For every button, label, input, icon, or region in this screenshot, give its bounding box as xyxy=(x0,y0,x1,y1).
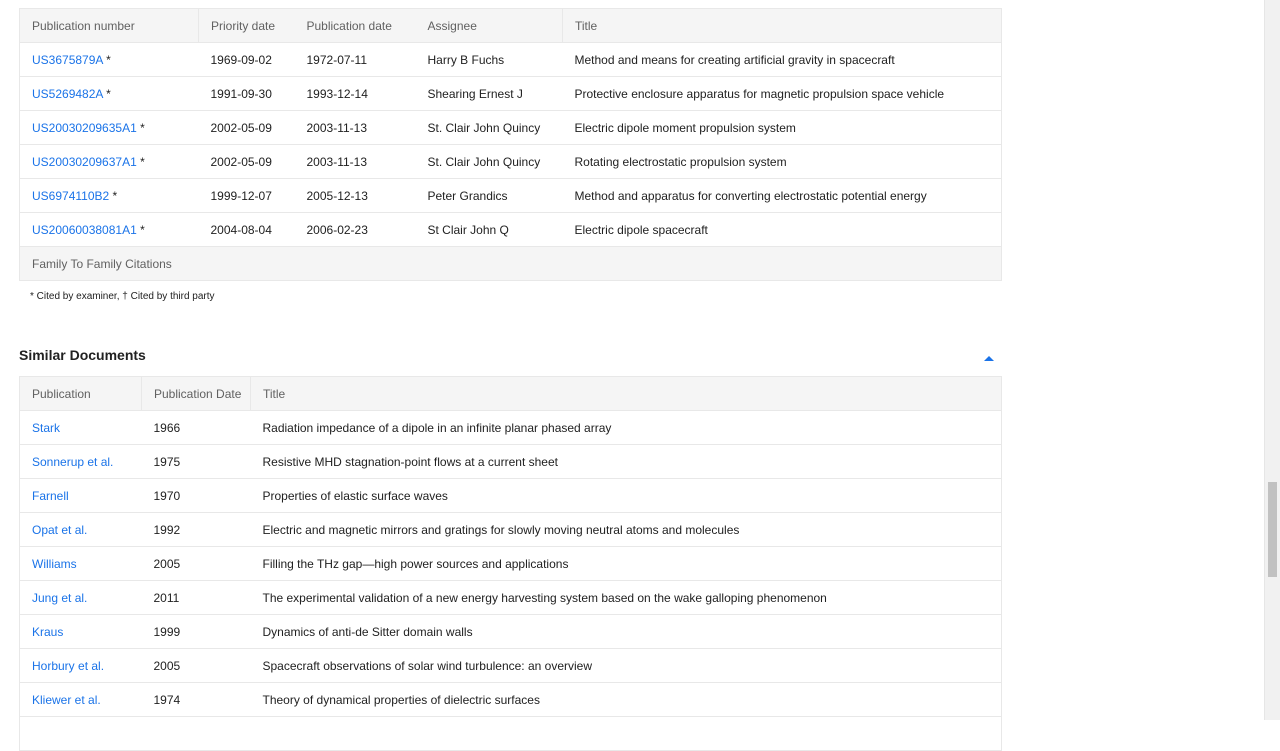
table-row xyxy=(20,145,1002,179)
title-cell: Protective enclosure apparatus for magnetic propulsion space vehicle xyxy=(563,77,1002,111)
publication-link[interactable]: Kliewer et al. xyxy=(32,692,101,707)
cited-by-examiner-mark: * xyxy=(136,222,145,237)
title-cell: Theory of dynamical properties of dielectric surfaces xyxy=(251,683,1002,717)
similar-header-row xyxy=(20,377,1002,411)
table-row xyxy=(20,513,1002,547)
publication-date-cell: 1993-12-14 xyxy=(295,77,416,111)
publication-link[interactable]: Horbury et al. xyxy=(32,658,105,673)
publication-link[interactable]: US20030209637A1 xyxy=(32,154,137,169)
table-row xyxy=(20,649,1002,683)
publication-link[interactable]: Sonnerup et al. xyxy=(32,454,114,469)
cited-by-table xyxy=(19,8,1002,281)
priority-date-cell: 1999-12-07 xyxy=(199,179,295,213)
table-row xyxy=(20,111,1002,145)
title-cell: Dynamics of anti-de Sitter domain walls xyxy=(251,615,1002,649)
publication-link[interactable]: US20030209635A1 xyxy=(32,120,137,135)
publication-link[interactable]: US5269482A xyxy=(32,86,103,101)
title-cell: Resistive MHD stagnation-point flows at a current sheet xyxy=(251,445,1002,479)
table-row xyxy=(20,717,1002,751)
cited-by-examiner-mark: * xyxy=(136,154,145,169)
chevron-up-icon[interactable] xyxy=(984,355,996,365)
publication-date-cell: 2005 xyxy=(142,649,251,683)
publication-date-cell: 1975 xyxy=(142,445,251,479)
family-citations-row xyxy=(20,247,1002,281)
table-row xyxy=(20,445,1002,479)
title-cell: Properties of elastic surface waves xyxy=(251,479,1002,513)
column-header-publication[interactable]: Publication xyxy=(20,377,142,411)
similar-documents-table xyxy=(19,376,1002,751)
cited-by-header-row xyxy=(20,9,1002,43)
table-row xyxy=(20,683,1002,717)
column-header-title[interactable]: Title xyxy=(563,9,1002,43)
publication-link[interactable]: Jung et al. xyxy=(32,590,88,605)
publication-link[interactable]: Kraus xyxy=(32,624,64,639)
publication-date-cell: 2003-11-13 xyxy=(295,145,416,179)
publication-date-cell: 2005-12-13 xyxy=(295,179,416,213)
column-header-priority-date[interactable]: Priority date xyxy=(199,9,295,43)
priority-date-cell: 2002-05-09 xyxy=(199,111,295,145)
title-cell: Filling the THz gap—high power sources and applications xyxy=(251,547,1002,581)
publication-date-cell: 2003-11-13 xyxy=(295,111,416,145)
publication-date-cell: 1999 xyxy=(142,615,251,649)
family-to-family-citations-label: Family To Family Citations xyxy=(20,247,1002,281)
assignee-cell: Harry B Fuchs xyxy=(416,43,563,77)
priority-date-cell: 2002-05-09 xyxy=(199,145,295,179)
table-row xyxy=(20,581,1002,615)
title-cell: Method and means for creating artificial gravity in spacecraft xyxy=(563,43,1002,77)
publication-link[interactable]: Williams xyxy=(32,556,77,571)
publication-date-cell: 1966 xyxy=(142,411,251,445)
table-row xyxy=(20,411,1002,445)
publication-link[interactable]: US6974110B2 xyxy=(32,188,110,203)
cited-by-examiner-mark: * xyxy=(102,86,111,101)
title-cell: Rotating electrostatic propulsion system xyxy=(563,145,1002,179)
vertical-scrollbar[interactable] xyxy=(1264,0,1280,720)
title-cell: Electric dipole moment propulsion system xyxy=(563,111,1002,145)
publication-date-cell: 2006-02-23 xyxy=(295,213,416,247)
title-cell: Method and apparatus for converting electrostatic potential energy xyxy=(563,179,1002,213)
publication-date-cell: 2011 xyxy=(142,581,251,615)
assignee-cell: St Clair John Q xyxy=(416,213,563,247)
priority-date-cell: 1969-09-02 xyxy=(199,43,295,77)
table-row xyxy=(20,179,1002,213)
publication-date-cell: 1970 xyxy=(142,479,251,513)
assignee-cell: Peter Grandics xyxy=(416,179,563,213)
publication-link[interactable]: Opat et al. xyxy=(32,522,88,537)
column-header-publication-date[interactable]: Publication Date xyxy=(142,377,251,411)
similar-documents-header xyxy=(19,341,1002,369)
publication-date-cell: 2005 xyxy=(142,547,251,581)
publication-link[interactable]: Farnell xyxy=(32,488,69,503)
publication-link[interactable]: US20060038081A1 xyxy=(32,222,137,237)
title-cell: Electric dipole spacecraft xyxy=(563,213,1002,247)
publication-link[interactable]: US3675879A xyxy=(32,52,103,67)
column-header-publication-number[interactable]: Publication number xyxy=(20,9,199,43)
title-cell: Electric and magnetic mirrors and gratings for slowly moving neutral atoms and molecules xyxy=(251,513,1002,547)
title-cell: Radiation impedance of a dipole in an infinite planar phased array xyxy=(251,411,1002,445)
assignee-cell: St. Clair John Quincy xyxy=(416,145,563,179)
table-row xyxy=(20,213,1002,247)
main-content xyxy=(19,8,1002,751)
cited-by-examiner-mark: * xyxy=(109,188,118,203)
column-header-title[interactable]: Title xyxy=(251,377,1002,411)
scrollbar-thumb[interactable] xyxy=(1268,482,1277,577)
title-cell: The experimental validation of a new energy harvesting system based on the wake galloping phenomenon xyxy=(251,581,1002,615)
publication-date-cell: 1974 xyxy=(142,683,251,717)
cited-by-examiner-mark: * xyxy=(102,52,111,67)
publication-date-cell: 1992 xyxy=(142,513,251,547)
assignee-cell: Shearing Ernest J xyxy=(416,77,563,111)
assignee-cell: St. Clair John Quincy xyxy=(416,111,563,145)
table-row xyxy=(20,479,1002,513)
publication-link[interactable]: Stark xyxy=(32,420,61,435)
table-row xyxy=(20,547,1002,581)
table-row xyxy=(20,615,1002,649)
cited-by-examiner-mark: * xyxy=(136,120,145,135)
priority-date-cell: 2004-08-04 xyxy=(199,213,295,247)
title-cell: Spacecraft observations of solar wind turbulence: an overview xyxy=(251,649,1002,683)
priority-date-cell: 1991-09-30 xyxy=(199,77,295,111)
section-title: Similar Documents xyxy=(19,347,146,363)
column-header-assignee[interactable]: Assignee xyxy=(416,9,563,43)
citation-footnote: * Cited by examiner, † Cited by third party xyxy=(30,291,215,302)
table-row xyxy=(20,43,1002,77)
publication-date-cell: 1972-07-11 xyxy=(295,43,416,77)
table-row xyxy=(20,77,1002,111)
column-header-publication-date[interactable]: Publication date xyxy=(295,9,416,43)
